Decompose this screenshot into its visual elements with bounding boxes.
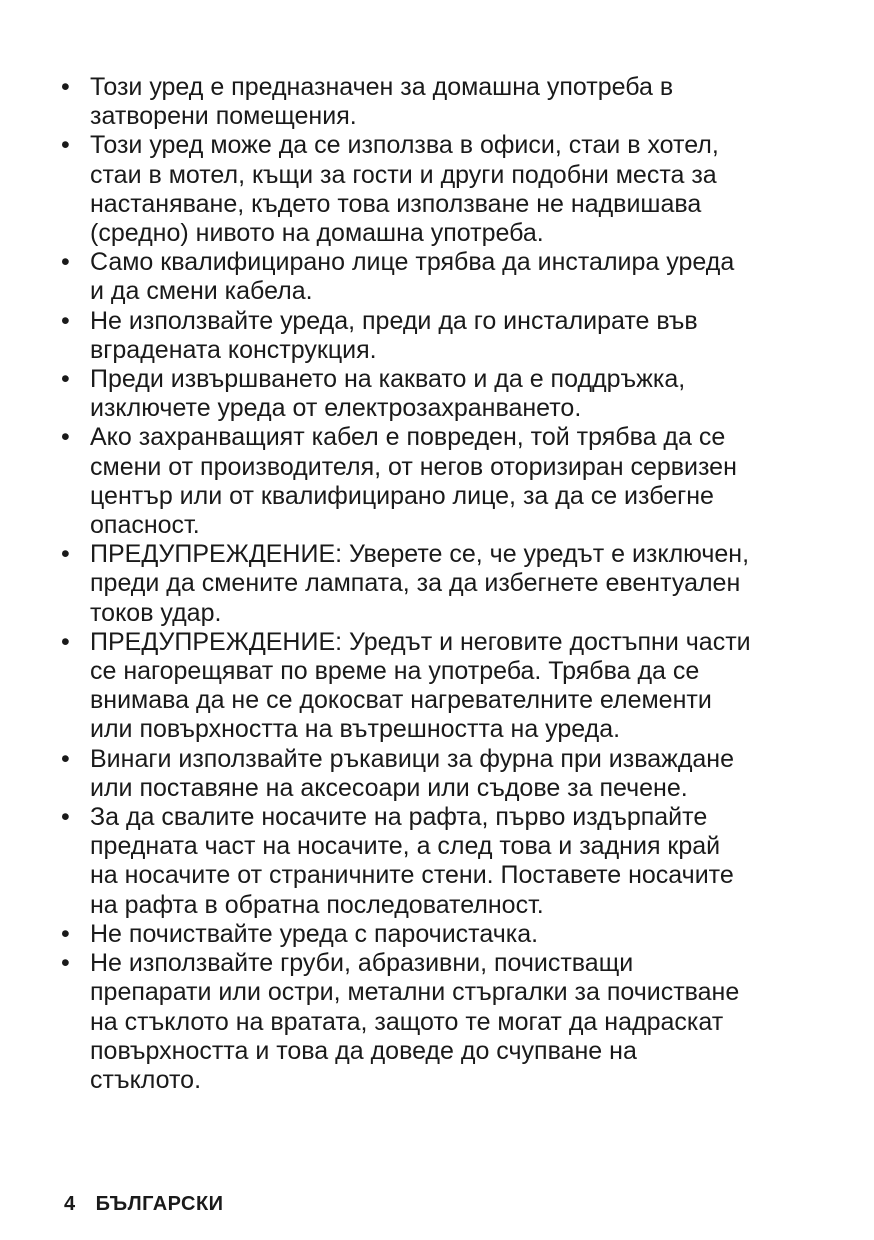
list-item-text-line: на стъклото на вратата, защото те могат да надраскат [90, 1007, 724, 1036]
list-item-text-line: стъклото. [90, 1065, 202, 1094]
list-item [61, 949, 831, 1095]
bullet-icon: • [61, 131, 70, 160]
bullet-icon: • [61, 919, 70, 948]
list-item [61, 365, 831, 423]
bullet-icon: • [61, 365, 70, 394]
list-item-text-line: център или от квалифицирано лице, за да се избегне [90, 481, 714, 510]
list-item-text-line: Преди извършването на каквато и да е поддръжка, [90, 365, 686, 394]
list-item [61, 248, 831, 306]
bullet-icon: • [61, 73, 70, 101]
list-item [61, 423, 831, 540]
list-item [61, 745, 831, 803]
bullet-icon: • [61, 540, 70, 569]
list-item-text-line: ПРЕДУПРЕЖДЕНИЕ: Уверете се, че уредът е изключен, [90, 540, 750, 569]
list-item [61, 920, 831, 949]
list-item-text-line: Този уред може да се използва в офиси, стаи в хотел, [90, 131, 719, 160]
list-item-text-line: на носачите от страничните стени. Поставете носачите [90, 861, 734, 890]
list-item [61, 73, 831, 131]
list-item-text-line: повърхността и това да доведе до счупване на [90, 1036, 637, 1065]
bullet-icon: • [61, 248, 70, 277]
list-item-text-line: или повърхността на вътрешността на уреда. [90, 715, 621, 744]
list-item-text-line: Този уред е предназначен за домашна употреба в [90, 73, 674, 101]
list-item-text-line: изключете уреда от електрозахранването. [90, 394, 582, 423]
list-item-text-line: ПРЕДУПРЕЖДЕНИЕ: Уредът и неговите достъпни части [90, 627, 751, 656]
list-item-text-line: смени от производителя, от негов оторизиран сервизен [90, 452, 737, 481]
page-number: 4 [64, 1193, 76, 1215]
list-item-text-line: Ако захранващият кабел е повреден, той трябва да се [90, 423, 726, 452]
list-item [61, 628, 831, 745]
safety-instructions-list [61, 73, 831, 1095]
list-item-text-line: За да свалите носачите на рафта, първо издърпайте [90, 803, 708, 832]
list-item [61, 540, 831, 628]
list-item-text-line: вградената конструкция. [90, 335, 377, 364]
page-footer [64, 1193, 224, 1216]
list-item-text-line: Не използвайте уреда, преди да го инсталирате във [90, 306, 698, 335]
list-item-text-line: (средно) нивото на домашна употреба. [90, 219, 544, 248]
bullet-icon: • [61, 744, 70, 773]
list-item-text-line: Не използвайте груби, абразивни, почистващи [90, 949, 634, 978]
bullet-icon: • [61, 423, 70, 452]
bullet-icon: • [61, 306, 70, 335]
bullet-icon: • [61, 949, 70, 978]
list-item-text-line: Само квалифицирано лице трябва да инсталира уреда [90, 248, 735, 277]
list-item-text-line: опасност. [90, 511, 200, 540]
list-item-text-line: Не почиствайте уреда с парочистачка. [90, 919, 539, 948]
list-item-text-line: внимава да не се докосват нагревателните елементи [90, 686, 712, 715]
bullet-icon: • [61, 627, 70, 656]
bullet-icon: • [61, 803, 70, 832]
list-item-text-line: на рафта в обратна последователност. [90, 890, 544, 919]
list-item-text-line: преди да смените лампата, за да избегнете евентуален [90, 569, 741, 598]
list-item-text-line: затворени помещения. [90, 102, 357, 131]
footer-language-label: БЪЛГАРСКИ [95, 1193, 224, 1215]
list-item-text-line: се нагорещяват по време на употреба. Трябва да се [90, 657, 700, 686]
list-item-text-line: токов удар. [90, 598, 222, 627]
list-item-text-line: Винаги използвайте ръкавици за фурна при изваждане [90, 744, 735, 773]
list-item-text-line: настаняване, където това използване не надвишава [90, 189, 702, 218]
list-item-text-line: стаи в мотел, къщи за гости и други подобни места за [90, 160, 717, 189]
list-item [61, 307, 831, 365]
list-item-text-line: и да смени кабела. [90, 277, 313, 306]
list-item [61, 131, 831, 248]
list-item [61, 803, 831, 920]
list-item-text-line: препарати или остри, метални стъргалки за почистване [90, 978, 740, 1007]
list-item-text-line: предната част на носачите, а след това и задния край [90, 832, 721, 861]
list-item-text-line: или поставяне на аксесоари или съдове за печене. [90, 773, 688, 802]
